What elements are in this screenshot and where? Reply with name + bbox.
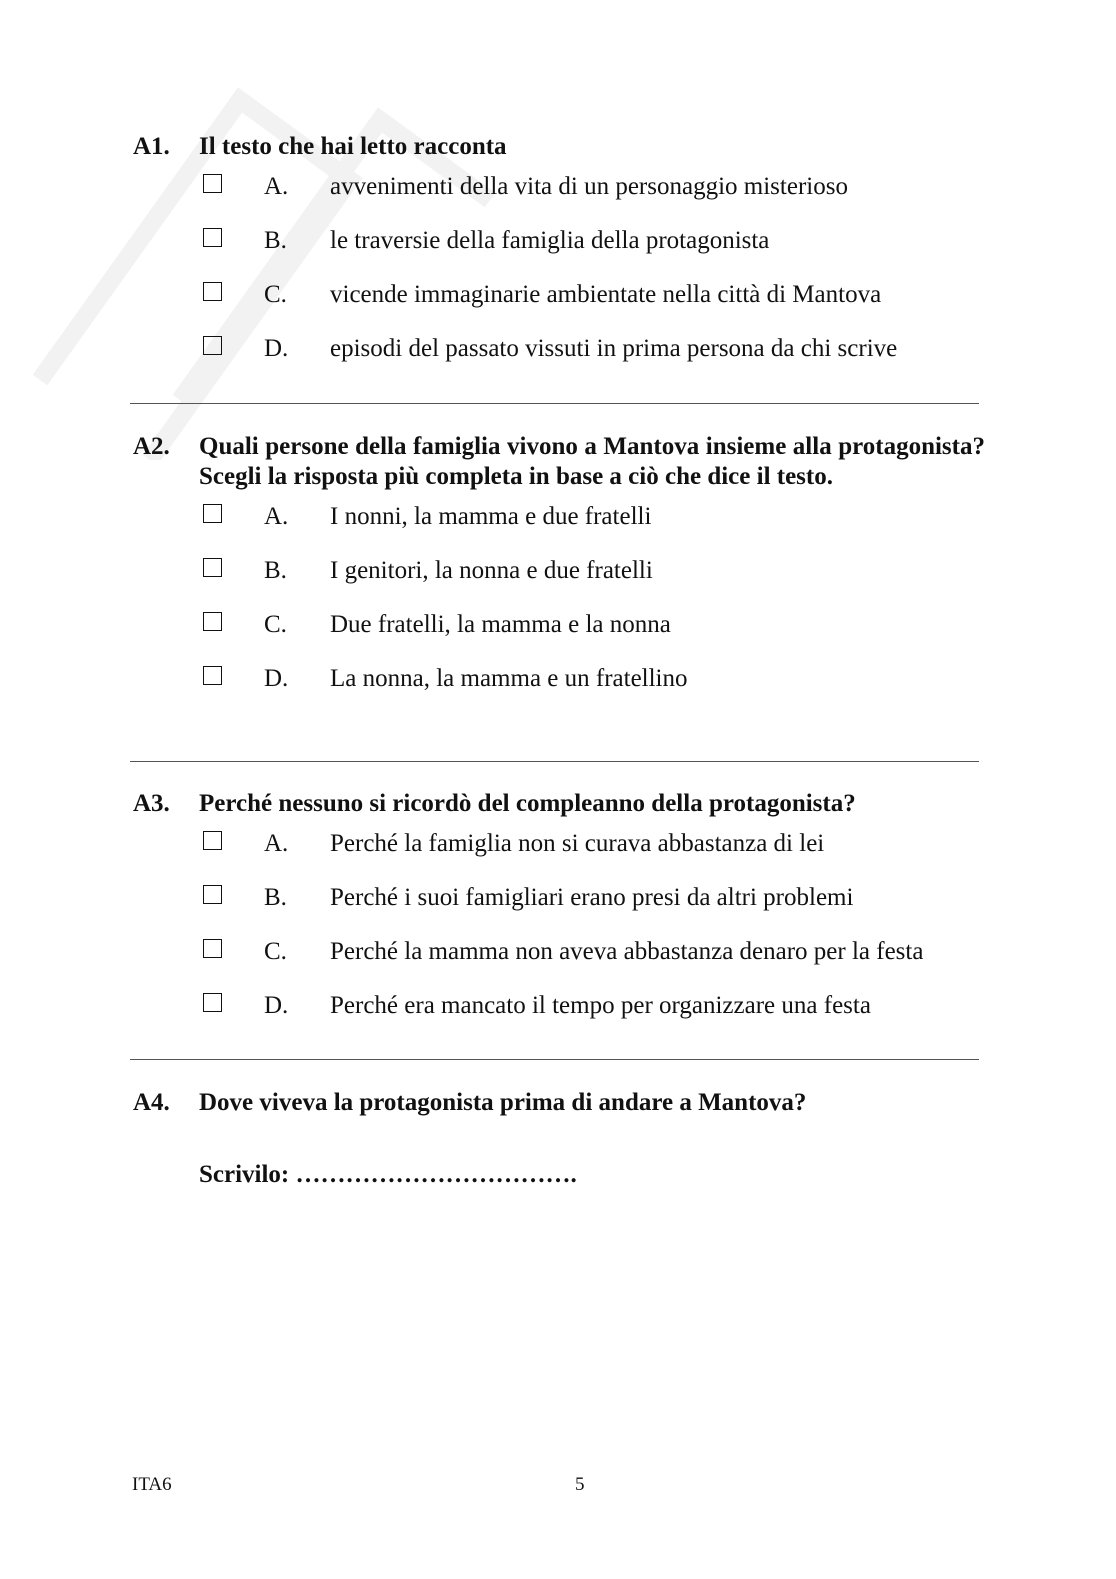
answer-options: [133, 829, 985, 1045]
question-prompt: Il testo che hai letto racconta: [199, 133, 507, 160]
checkbox[interactable]: [203, 336, 222, 355]
option-text: avvenimenti della vita di un personaggio misterioso: [330, 173, 848, 200]
question-a3: [133, 789, 985, 1045]
option-b: [133, 556, 985, 610]
question-prompt: Dove viveva la protagonista prima di andare a Mantova?: [199, 1089, 807, 1116]
section-divider: [130, 761, 979, 762]
option-text: La nonna, la mamma e un fratellino: [330, 665, 688, 692]
question-a2: [133, 432, 985, 718]
option-b: [133, 226, 985, 280]
question-header: [133, 1088, 985, 1118]
question-prompt: Quali persone della famiglia vivono a Mantova insieme alla protagonista? Scegli la risposta più completa in base a ciò che dice il testo.: [199, 433, 985, 490]
section-divider: [130, 1059, 979, 1060]
answer-options: [133, 172, 985, 388]
question-a1: [133, 132, 985, 388]
checkbox[interactable]: [203, 558, 222, 577]
checkbox[interactable]: [203, 939, 222, 958]
question-a4: [133, 1088, 985, 1118]
option-letter: D.: [264, 665, 289, 692]
checkbox[interactable]: [203, 174, 222, 193]
question-number: A4.: [133, 1089, 170, 1116]
option-letter: D.: [264, 335, 289, 362]
option-text: episodi del passato vissuti in prima persona da chi scrive: [330, 335, 898, 362]
option-letter: D.: [264, 992, 289, 1019]
option-text: Due fratelli, la mamma e la nonna: [330, 611, 671, 638]
checkbox[interactable]: [203, 666, 222, 685]
option-text: Perché i suoi famigliari erano presi da altri problemi: [330, 884, 854, 911]
section-divider: [130, 403, 979, 404]
checkbox[interactable]: [203, 282, 222, 301]
option-letter: A.: [264, 173, 289, 200]
option-letter: C.: [264, 281, 287, 308]
checkbox[interactable]: [203, 993, 222, 1012]
option-a: [133, 502, 985, 556]
footer-test-code: ITA6: [132, 1474, 172, 1495]
checkbox[interactable]: [203, 612, 222, 631]
option-text: Perché la famiglia non si curava abbastanza di lei: [330, 830, 825, 857]
option-d: [133, 334, 985, 388]
checkbox[interactable]: [203, 228, 222, 247]
question-header: [133, 132, 985, 162]
option-letter: B.: [264, 227, 287, 254]
option-text: vicende immaginarie ambientate nella città di Mantova: [330, 281, 882, 308]
answer-options: [133, 502, 985, 718]
option-letter: B.: [264, 557, 287, 584]
question-header: [133, 789, 985, 819]
option-a: [133, 172, 985, 226]
option-letter: B.: [264, 884, 287, 911]
answer-write-in-field[interactable]: Scrivilo: …………………………….: [199, 1161, 577, 1188]
option-b: [133, 883, 985, 937]
question-number: A2.: [133, 433, 170, 460]
option-letter: A.: [264, 503, 289, 530]
option-text: Perché era mancato il tempo per organizzare una festa: [330, 992, 871, 1019]
checkbox[interactable]: [203, 504, 222, 523]
option-c: [133, 280, 985, 334]
question-header: [133, 432, 985, 492]
question-number: A3.: [133, 790, 170, 817]
option-letter: C.: [264, 938, 287, 965]
question-prompt: Perché nessuno si ricordò del compleanno della protagonista?: [199, 790, 856, 817]
footer-page-number: 5: [575, 1474, 585, 1495]
option-d: [133, 991, 985, 1045]
question-number: A1.: [133, 133, 170, 160]
option-c: [133, 937, 985, 991]
option-text: I genitori, la nonna e due fratelli: [330, 557, 653, 584]
checkbox[interactable]: [203, 885, 222, 904]
option-letter: C.: [264, 611, 287, 638]
option-a: [133, 829, 985, 883]
option-text: I nonni, la mamma e due fratelli: [330, 503, 652, 530]
option-letter: A.: [264, 830, 289, 857]
option-text: Perché la mamma non aveva abbastanza denaro per la festa: [330, 938, 924, 965]
checkbox[interactable]: [203, 831, 222, 850]
option-c: [133, 610, 985, 664]
option-d: [133, 664, 985, 718]
option-text: le traversie della famiglia della protagonista: [330, 227, 770, 254]
